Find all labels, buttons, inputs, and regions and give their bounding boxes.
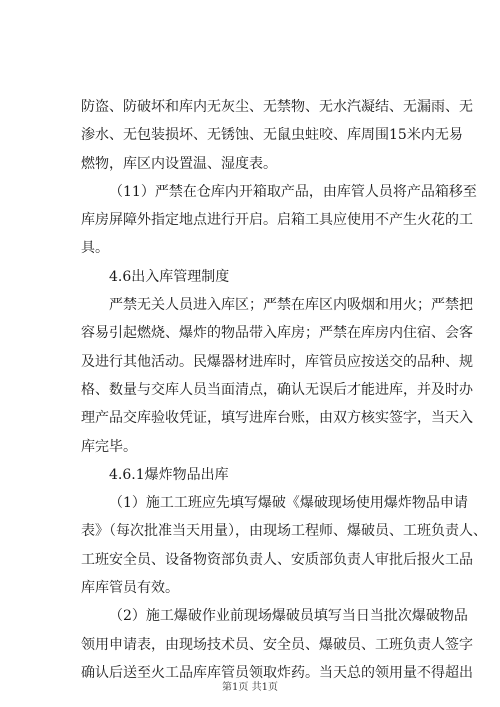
body-text-line: 确认后送至火工品库库管员领取炸药。当天总的领用量不得超出 <box>81 664 473 681</box>
body-text-line: 及进行其他活动。民爆器材进库时，库管员应按送交的品种、规 <box>81 353 473 370</box>
body-text-line: 理产品交库验收凭证，填写进库台账，由双方核实签字，当天入 <box>81 410 473 427</box>
body-text-line: （2）施工爆破作业前现场爆破员填写当日当批次爆破物品 <box>109 608 468 625</box>
section-heading: 4.6.1爆炸物品出库 <box>109 466 229 483</box>
body-text-line: 防盗、防破坏和库内无灰尘、无禁物、无水汽凝结、无漏雨、无 <box>81 99 473 115</box>
body-text-line: 严禁无关人员进入库区；严禁在库区内吸烟和用火；严禁把 <box>109 297 473 314</box>
body-text-line: 工班安全员、设备物资部负责人、安质部负责人审批后报火工品 <box>81 551 473 568</box>
body-text-line: 表》（每次批准当天用量），由现场工程师、爆破员、工班负责人、 <box>81 523 487 540</box>
document-body <box>81 93 487 687</box>
page-footer: 第1页 共1页 <box>222 682 278 693</box>
body-text-line: 格、数量与交库人员当面清点，确认无误后才能进库，并及时办 <box>81 381 473 398</box>
body-text-line: 渗水、无包装损坏、无锈蚀、无鼠虫蛀咬、库周围15米内无易 <box>81 127 463 144</box>
body-text-line: 库房屏障外指定地点进行开启。启箱工具应使用不产生火花的工 <box>81 212 473 229</box>
body-text-line: （1）施工工班应先填写爆破《爆破现场使用爆炸物品申请 <box>109 495 468 512</box>
body-text-line: 燃物，库区内设置温、湿度表。 <box>81 155 277 172</box>
body-text-line: 库库管员有效。 <box>81 580 179 597</box>
body-text-line: 领用申请表，由现场技术员、安全员、爆破员、工班负责人签字 <box>81 636 473 653</box>
body-text-line: 库完毕。 <box>81 438 137 455</box>
body-text-line: （11）严禁在仓库内开箱取产品，由库管人员将产品箱移至 <box>109 183 477 200</box>
section-heading: 4.6出入库管理制度 <box>109 268 230 285</box>
body-text-line: 具。 <box>81 240 109 257</box>
body-text-line: 容易引起燃烧、爆炸的物品带入库房；严禁在库房内住宿、会客 <box>81 325 473 342</box>
